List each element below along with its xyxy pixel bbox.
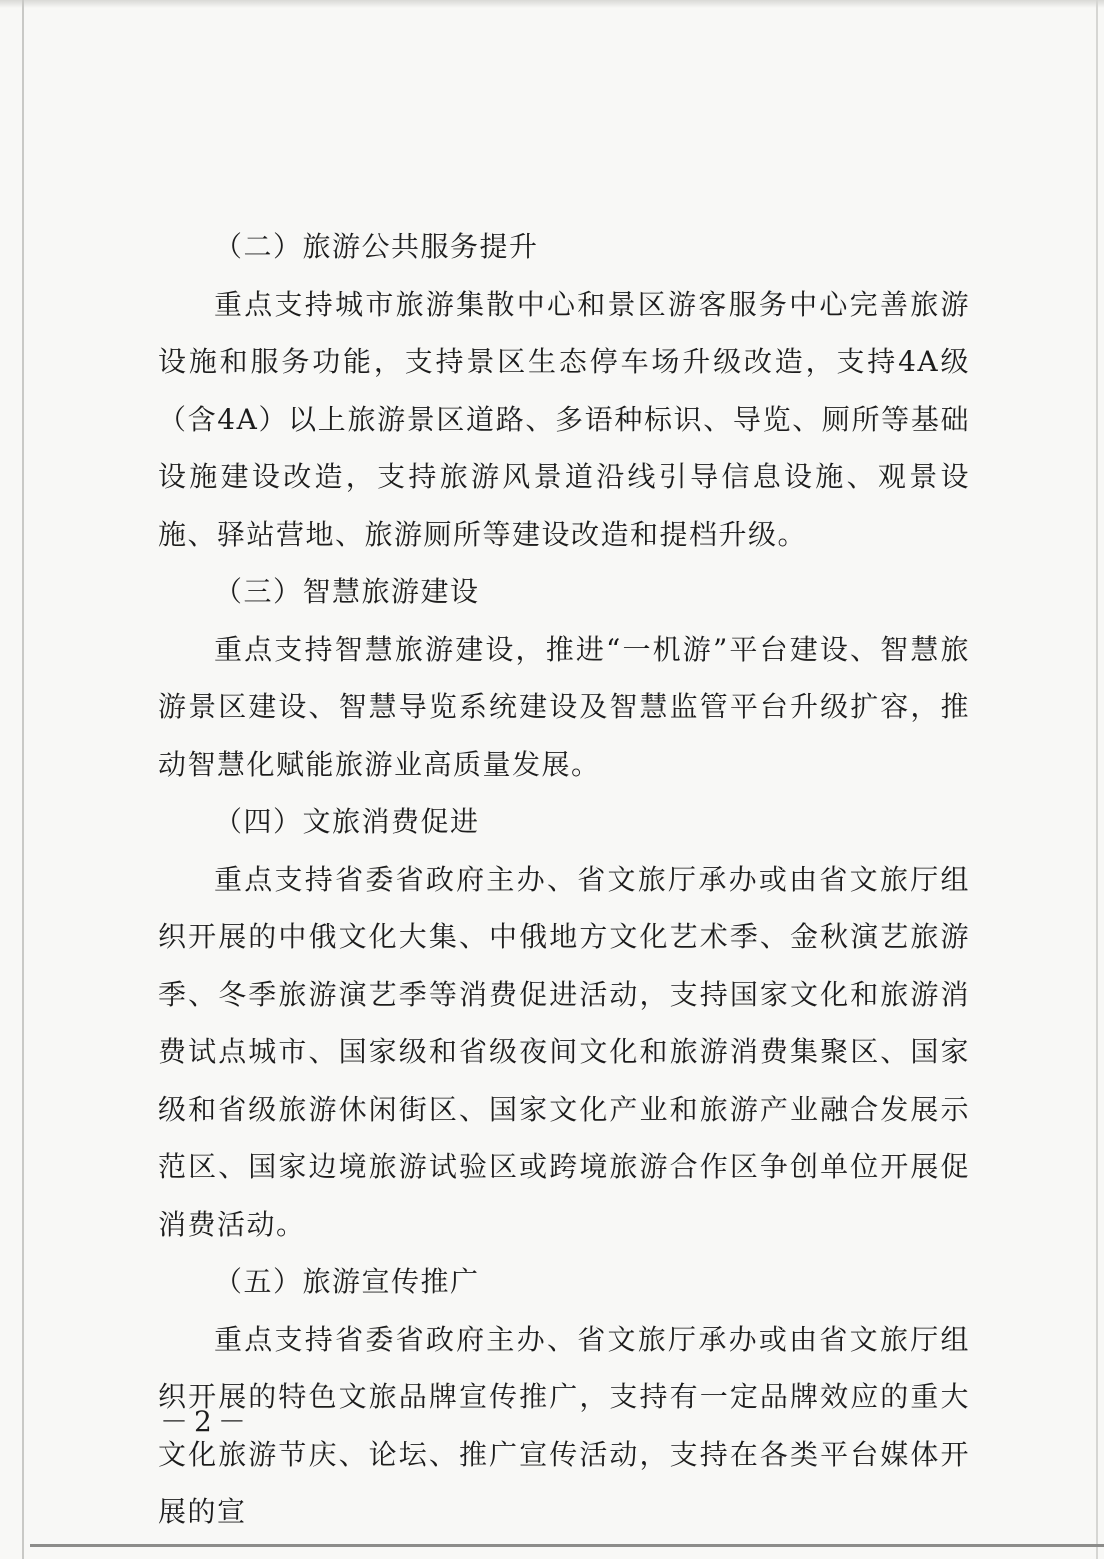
scan-shadow-top [0,0,1104,8]
document-body [158,218,970,1541]
section-paragraph-2: 重点支持城市旅游集散中心和景区游客服务中心完善旅游设施和服务功能，支持景区生态停车场升级改造，支持4A级（含4A）以上旅游景区道路、多语种标识、导览、厕所等基础设施建设改造，支持旅游风景道沿线引导信息设施、观景设施、驿站营地、旅游厕所等建设改造和提档升级。 [158,287,970,551]
section-heading-3: （三）智慧旅游建设 [214,575,480,608]
section-heading-2: （二）旅游公共服务提升 [214,230,539,263]
section-heading-4: （四）文旅消费促进 [214,805,480,838]
scan-shadow-left [22,0,24,1559]
scan-shadow-right [1096,0,1098,1559]
section-heading-5: （五）旅游宣传推广 [214,1265,480,1298]
section-paragraph-4: 重点支持省委省政府主办、省文旅厅承办或由省文旅厅组织开展的中俄文化大集、中俄地方文化艺术季、金秋演艺旅游季、冬季旅游演艺季等消费促进活动，支持国家文化和旅游消费试点城市、国家级和省级夜间文化和旅游消费集聚区、国家级和省级旅游休闲街区、国家文化产业和旅游产业融合发展示范区、国家边境旅游试验区或跨境旅游合作区争创单位开展促消费活动。 [158,862,970,1241]
page-number: －2－ [160,1405,252,1438]
section-paragraph-3: 重点支持智慧旅游建设，推进“一机游”平台建设、智慧旅游景区建设、智慧导览系统建设及智慧监管平台升级扩容，推动智慧化赋能旅游业高质量发展。 [158,632,970,781]
scan-shadow-bottom [30,1544,1104,1547]
section-paragraph-5: 重点支持省委省政府主办、省文旅厅承办或由省文旅厅组织开展的特色文旅品牌宣传推广，支持有一定品牌效应的重大文化旅游节庆、论坛、推广宣传活动，支持在各类平台媒体开展的宣 [158,1322,970,1528]
